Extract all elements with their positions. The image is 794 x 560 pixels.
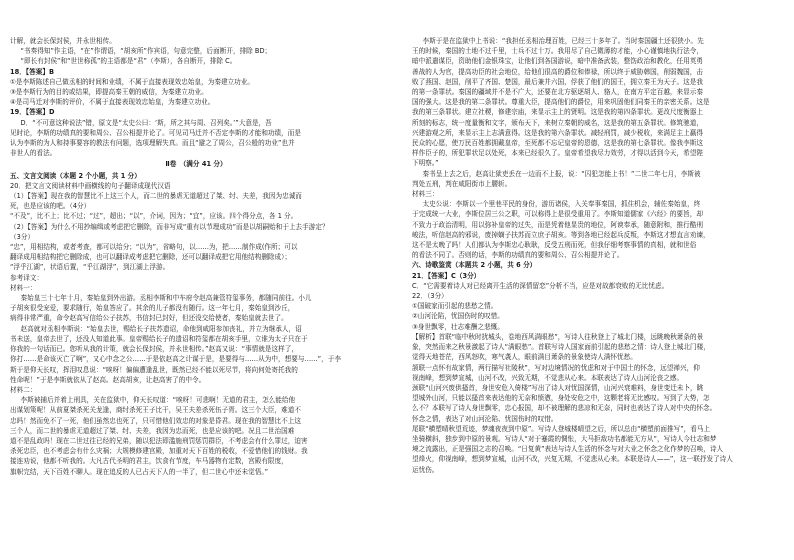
right-text-line: C．“它需要着诗人对已经离开生活的深情留恋”分析不当，应是对故都衰败的无比忧虑。 — [412, 281, 669, 290]
right-text-line: 的第一条罪状。秦国的疆域并不是不广大，还要在北方驱逐胡人、貉人，在南方平定百越，来显示秦 — [412, 88, 704, 97]
left-text-line: 书未送，皇帝去世了，还没人知道此事。皇帝赐给长子的遗诏和符玺都在胡亥手里，立谁为太子只在于 — [10, 334, 308, 343]
left-text-line: 五、文言文阅读（本题 2 个小题，共 1 分） — [10, 171, 141, 180]
left-text-line: “不及”，比不上；比不过；“过”，超出；“以”，介词，因为；“宜”，应该。四个得分点，各 1 分。 — [10, 212, 298, 221]
left-text-line: 认为李斯的为人和持事要容的教法有问题，选项理解失真。而且“避之了周公，召公般的功业”也并 — [10, 139, 295, 148]
right-text-line: 秦书呈上去之后，赵高让狱吏丢在一边而不上报，说：“囚犯怎能上书！”二世二年七月，李斯被 — [422, 169, 701, 178]
left-text-line: 见时论，李斯的功绩真的要和周公、召公相提并论了。可见司马迁并不否定李斯的才能和功绩，而是 — [10, 128, 302, 137]
left-text-line: 材料二： — [10, 385, 37, 394]
left-text-line: 接连劝说，他都不听我的。大凡古代圣明的君主，饮食有节度，车马器物有定数，宫殿有限度， — [10, 457, 288, 466]
right-text-line: 觉得天地苍茫，西风怒吹，寒气袭人，眼前满目萧条的景象使诗人满怀忧愁。 — [412, 353, 637, 362]
right-text-line: 22．（3分） — [412, 292, 448, 301]
left-text-line: （2）【答案】为什么不用抄编缉或考虑把它删除，而非写成“重有以节理成功”而是以胡嗣贻和于上去手游定？ — [10, 222, 329, 231]
left-text-line: 你打……是命该灭亡了啊”，又心中念之公……于是依赵高之计谋于是，是要得与……从为中，想要与……”，于李 — [10, 355, 341, 364]
left-text-line: 斯于是仰天长叹，挥泪叹息说：“唉呀！偏偏遭逢乱世，既然已经不能以死尽节，将向何处寄托我的 — [10, 365, 298, 374]
right-text-line: 颔联一点怀有故家情，两行描写社陵秋”，写对边境情况的忧虑和对于中国土的怀念，远望禅兴，仰 — [412, 363, 700, 372]
left-text-line: 你我的一句话而已。您听从我的计策，就会长保封侯，并永世相传。”赵高又说：“事情就是这样了， — [10, 345, 298, 354]
right-text-line: 象，突然而来之秋景激起了诗人“满眼愁”。首联写诗人国家面前引起的悲愁之情：诗人登上城北门楼， — [412, 343, 710, 352]
right-text-line: 【解析】首联“临中秋时扰城头，卷地西风满眼愁”，写诗人往秋登上了城北门楼，远眺晚秋萧条的景 — [412, 332, 704, 341]
left-text-line: “书奏得知”作主语，“在”作谓语，“胡亥所”作宾语，句意完整，后面断开，排除 BD； — [20, 47, 272, 56]
right-text-line: 下明察。” — [412, 159, 439, 168]
right-text-line: ①国破家而引起的悲愁之情。 — [412, 302, 498, 311]
left-text-line: 道不是乱政吗！现在二世过往已经的兄弟，随以犯法即滥施刑罚惩罚群臣，不考虑会有什么罪过，迫害 — [10, 436, 308, 445]
right-text-line: 望城外山河，只能以搔首来表达他的无奈和愤懑，身处安危之中，这颗老将无比感叹。写到了大势，怎 — [412, 394, 710, 403]
right-text-line: 于完成统一大业，李斯位居三公之职，可以称得上是很受重用了。李斯知道儒家《六经》的要旨，却 — [412, 210, 704, 219]
right-text-line: ③身世飘零，壮志难酬之悲慨。 — [412, 322, 504, 331]
left-text-line: 秦始皇三十七年十月，秦始皇到外出游。丞相李斯和中车府令赵高兼管符玺事务，都随同前往。小儿 — [20, 294, 312, 303]
right-text-line: 判处五刑，判在咸阳街市上腰斩。 — [412, 179, 512, 188]
right-text-line: 国的强大。这是我的第二条罪状。尊重大臣，提高他们的爵位，用来巩固他们同秦王的亲密关系。这是 — [412, 98, 710, 107]
right-text-line: 太史公说：李斯以一个里巷平民的身份，游历诸侯，入关奉事秦国，抓住机会，辅佐秦始皇，终 — [422, 200, 701, 209]
left-text-line: 性命呢！”于是李斯就依从了赵高。赵高胡亥，让赵高害了的中令。 — [10, 375, 206, 384]
right-text-line: 运忧伤。 — [412, 465, 439, 474]
left-text-line: 赵高就对丞相李斯说：“始皇去世，赐给长子扶苏遗诏，命他到咸阳参加丧礼，并立为继承人，诏 — [20, 324, 302, 333]
right-text-line: 21．【答案】C（3分） — [412, 271, 481, 280]
right-text-line: 坐骑横斜，独步到中原的景观。写诗人“对于蹇霞的惆怅，大马拒敌功名都能无方从”，写诗人今壮志和梦 — [412, 434, 717, 443]
left-text-line: 参考译文： — [10, 273, 44, 282]
right-text-line: 六、诗歌鉴赏（本题共 2 小题，共 6 分） — [412, 261, 537, 270]
left-text-line: 非世人的看法。 — [10, 149, 57, 158]
left-text-line: ①是李斯陈述自己做丞相的时间和业绩，不属于直接表现效忠始皇，为秦建立功业。 — [10, 77, 255, 86]
right-text-line: 这不是太晚了吗！人们都认为李斯忠心耿耿，反受五刑而死，但我仔细考察事情的真相，就和世俗 — [412, 241, 697, 250]
left-text-line: 子胡亥很受宠爱，要求随行，始皇答应了。其余的儿子都没有随行。这一年七月，秦始皇到沙丘， — [10, 304, 295, 313]
right-text-line: 善战的人为官，提高功臣的社会地位，给他们很高的爵位和俸禄，所以终于威胁韩国，削弱魏国，击 — [412, 67, 704, 76]
left-text-line: 出谋划策呢！从前夏桀杀死关龙逢，商纣杀死王子比干，吴王夫差杀死伍子胥。这三个大臣，难道不 — [10, 406, 302, 415]
right-text-line: 尾联“横塑晴秋望荒迹，梦魂夜夜到中原”。写诗人登城楼晴望之后，所以总由“横塑前面推写”，看马上 — [412, 424, 711, 433]
left-text-line: 三个人，而二世的暴虐无道超过了桀、纣、夫差，我因为忠而死，也是应该的吧。况且二世治国难 — [10, 426, 295, 435]
right-text-line: 样作臣子的，所犯罪状足以处死，本来已经很久了。皇帝希望我尽力效劳，才得以活到今天，希望陛 — [412, 149, 704, 158]
right-text-line: 材料三： — [412, 190, 439, 199]
right-text-line: 境之流露出，正是强国之志的召唤。“日复黄”表达与诗人生活的怀念与对大业之怀念之化作梦的召唤，诗人 — [412, 445, 724, 454]
right-column — [412, 36, 784, 475]
left-text-line: 20．把文言文阅读材料中画横线的句子翻译成现代汉语 — [10, 181, 171, 190]
right-text-line: 颈联“山河兴废供搔首，身世安危入倚楼”写出了诗人对忧国深情，山河兴衰难料，身世变迁未卜，眺 — [412, 383, 704, 392]
right-text-line: ②山河沦陷，忧国伤时的叹惜。 — [412, 312, 504, 321]
left-text-line: D．“不可意这种说法”错，原文是“太史公曰：‘斯，所之其与周、召列矣。’”大意是，吾 — [20, 118, 272, 127]
right-text-line: 败了燕国、赵国，削平了齐国、楚国，最后兼并六国，俘获了他们的国王，拥立秦王为天子。这是我 — [412, 77, 704, 86]
left-text-line: 死，也是应该的吧。（4分） — [10, 202, 91, 211]
right-text-line: 我的第三条罪状。建立社稷，修建宗庙，来显示主上的贤明。这是我的第四条罪状。更改尺度衡器上 — [412, 108, 704, 117]
left-text-line: ④是司马迁对李斯的评价，不属于直接表现效忠始皇，为秦建立功业。 — [10, 98, 215, 107]
left-text-line: 19．【答案】D — [10, 108, 55, 117]
right-text-line: 兴建游观之所，来显示主上志满意得。这是我的第六条罪状。减轻刑罚，减少税收，来满足主上赢得 — [412, 128, 704, 137]
right-text-line: 怀念之情，表达了对山河沦陷、忧国伤时的叹惜。 — [412, 414, 558, 423]
left-text-line: “忠”，用相结构，或者考查，都可以给分；“以为”，省略句，以……为，把……制作成(作所；可以 — [10, 243, 298, 252]
right-text-line: 不致力于政治清明，用以弥补皇帝的过失，而是凭着他显贵的地位，阿谀奉承，随意附和，推行酷刑 — [412, 220, 704, 229]
left-column — [10, 36, 382, 477]
left-text-line: ③是李斯行为的目的或结果，即提高秦王朝的威信，为秦建立功业。 — [10, 88, 208, 97]
right-text-line: 李斯于是在监狱中上书说：“我担任丞相治理百姓，已经三十多年了。当时秦国疆土还很狭小。先 — [422, 37, 704, 45]
left-text-line: 忠吗！然而免不了一死，他们虽然忠也死了，只可惜他们效忠的对象是昏君。现在我的智慧比不上这 — [10, 416, 302, 425]
left-text-line: Ⅱ卷 （满分 41 分） — [165, 160, 227, 169]
left-text-line: 翻译成用相结构把它删除成，也可以翻译成考虑把它删除，还可以翻译成把它用他结构删除成）； — [10, 253, 292, 262]
right-text-line: 的看法不同了。否则的话，李斯的功绩真的要和周公、召公相提并论了。 — [412, 251, 624, 260]
right-text-line: 暗中派遣谋臣，资助他们金银珠宝，让他们到各国游说，暗中准备武装，整饬政治和教化，任用英勇 — [412, 57, 704, 66]
left-text-line: 材料一： — [10, 283, 37, 292]
left-text-line: 杀死忠臣，也不考虑会有什么灾祸；大规模修建宫殿，加重对天下百姓的税收，不爱惜他们的钱财。我 — [10, 447, 308, 456]
left-text-line: “即长有封侯”和“世世称孤”的主语都是“君”（李斯），各自断开，排除 C。 — [20, 57, 237, 66]
left-text-line: （3分） — [10, 232, 35, 241]
left-text-line: 18．【答案】B — [10, 67, 55, 76]
right-text-line: 所刻的标志，统一度量衡和文字，颁布天下，来树立秦朝的威名，这是我的第五条罪状。修筑驰道， — [412, 118, 704, 127]
right-text-line: 么不？本联写了诗人身世飘零，忠心报国，却不被理解的悲凉和无奈，同时也表达了诗人对中央的怀念。 — [412, 404, 717, 413]
left-text-line: 李斯被捕后并着上刑具，关在监狱中，仰天长叹道：“唉呀！可悲啊！无道的君主，怎么能给他 — [20, 396, 296, 405]
left-text-line: 病得非常严重，命令赵高写信给公子扶苏，书信封已封好，但还没交给使者，秦始皇就去世了。 — [10, 314, 288, 323]
left-text-line: （1）【答案】现在我的智慧比不上这三个人，而二世的暴虐无道超过了桀、纣、夫差，我因为忠诚而 — [10, 192, 302, 201]
left-text-line: “浮乎江湖”，状语后置，“乎江湖浮”，到江湖上浮游。 — [10, 263, 170, 272]
left-text-line: 计解，就会长保封侯，并永世相传。 — [10, 37, 116, 45]
right-text-line: 望烽火，仰视南峰，想到梦宣城，山河不改，兴复无期，不觉悲从心来。本联是诗人——”，这一联抒发了诗人 — [412, 455, 733, 464]
right-text-line: 视南峰，想到梦宣城，山河不改，兴致无期，不觉悲从心来。本联表达了诗人山河沦丧之感。 — [412, 373, 684, 382]
left-text-line: 旗帜完结，天下百姓不聊人。现在追反的人已占天下人的一半了，但二世心中还未觉悟。” — [10, 467, 269, 476]
right-text-line: 王的时候，秦国的土地不过千里，士兵不过十万。我用尽了自己微薄的才能，小心谨慎地执行法令， — [412, 47, 704, 56]
right-text-line: 民众的心愿，使万民百姓都拥戴皇帝，至死都不忘记皇帝的恩德，这是我的第七条罪状。像我李斯这 — [412, 139, 704, 148]
right-text-line: 峻法，听信赵高的邪说，废掉嫡子扶苏而立庶子胡亥。等到各地已经起兵反叛，李斯这才想直言劝谏， — [412, 230, 710, 239]
